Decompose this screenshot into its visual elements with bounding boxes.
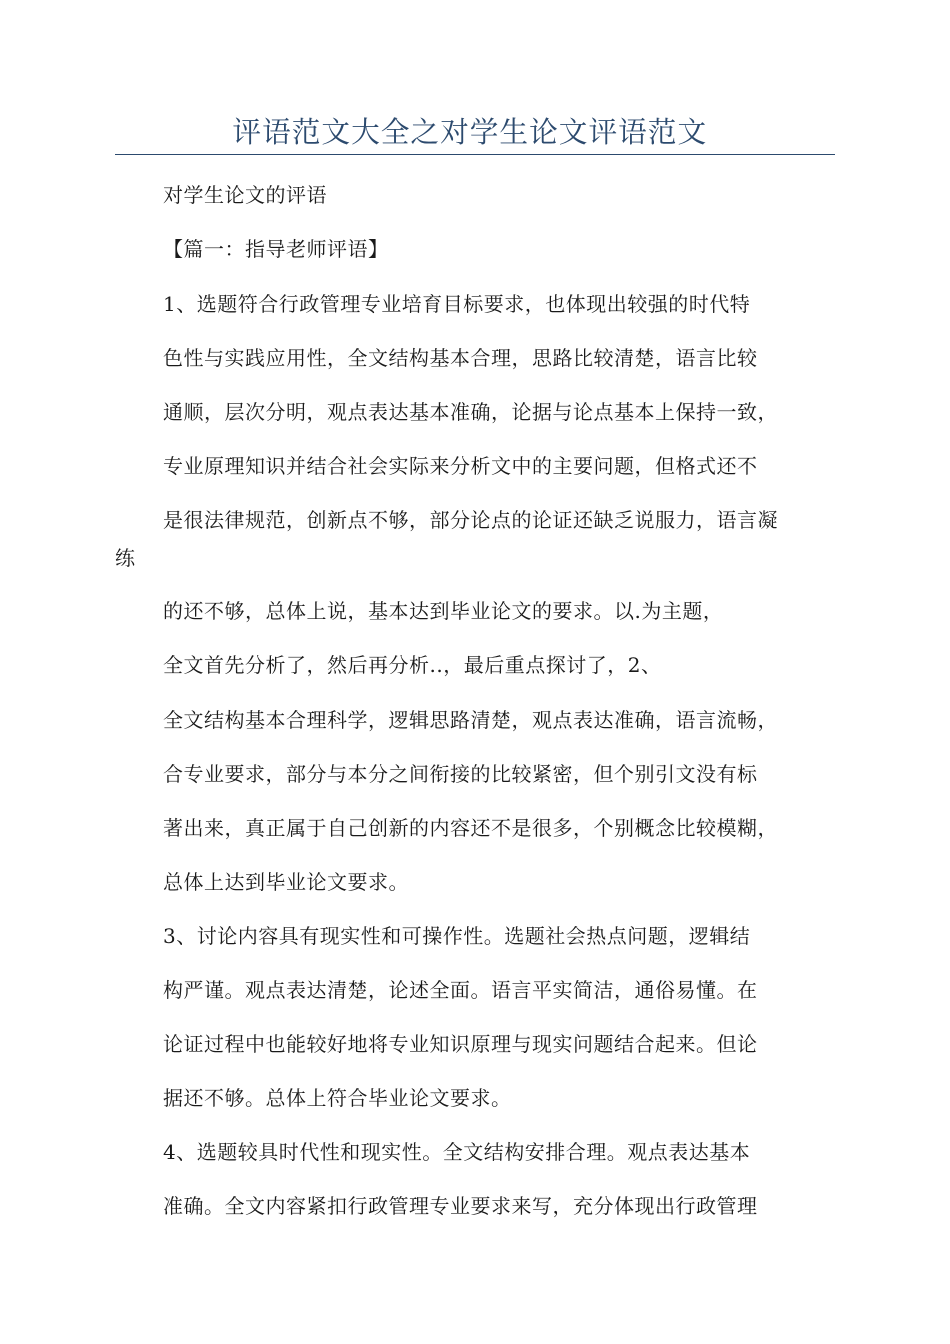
paragraph-line: 是很法律规范，创新点不够，部分论点的论证还缺乏说服力，语言凝 bbox=[163, 508, 778, 532]
paragraph-line: 全文首先分析了，然后再分析..，最后重点探讨了，2、 bbox=[163, 653, 662, 677]
paragraph-line: 构严谨。观点表达清楚，论述全面。语言平实简洁，通俗易懂。在 bbox=[163, 978, 758, 1002]
paragraph-line: 1、选题符合行政管理专业培育目标要求，也体现出较强的时代特 bbox=[163, 292, 751, 316]
paragraph-line-wrap: 练 bbox=[115, 546, 136, 570]
subheading: 对学生论文的评语 bbox=[163, 183, 327, 207]
paragraph-line: 通顺，层次分明，观点表达基本准确，论据与论点基本上保持一致， bbox=[163, 400, 778, 424]
paragraph-line: 准确。全文内容紧扣行政管理专业要求来写，充分体现出行政管理 bbox=[163, 1194, 758, 1218]
paragraph-line: 专业原理知识并结合社会实际来分析文中的主要问题，但格式还不 bbox=[163, 454, 758, 478]
section-heading: 【篇一：指导老师评语】 bbox=[163, 237, 389, 261]
paragraph-line: 4、选题较具时代性和现实性。全文结构安排合理。观点表达基本 bbox=[163, 1140, 751, 1164]
paragraph-line: 著出来，真正属于自己创新的内容还不是很多，个别概念比较模糊， bbox=[163, 816, 778, 840]
paragraph-line: 合专业要求，部分与本分之间衔接的比较紧密，但个别引文没有标 bbox=[163, 762, 758, 786]
paragraph-line: 3、讨论内容具有现实性和可操作性。选题社会热点问题，逻辑结 bbox=[163, 924, 751, 948]
paragraph-line: 色性与实践应用性，全文结构基本合理，思路比较清楚，语言比较 bbox=[163, 346, 758, 370]
document-title: 评语范文大全之对学生论文评语范文 bbox=[232, 115, 708, 149]
paragraph-line: 总体上达到毕业论文要求。 bbox=[163, 870, 409, 894]
paragraph-line: 全文结构基本合理科学，逻辑思路清楚，观点表达准确，语言流畅， bbox=[163, 708, 778, 732]
paragraph-line: 的还不够，总体上说，基本达到毕业论文的要求。以.为主题， bbox=[163, 599, 724, 623]
title-underline bbox=[115, 154, 835, 155]
paragraph-line: 据还不够。总体上符合毕业论文要求。 bbox=[163, 1086, 512, 1110]
paragraph-line: 论证过程中也能较好地将专业知识原理与现实问题结合起来。但论 bbox=[163, 1032, 758, 1056]
